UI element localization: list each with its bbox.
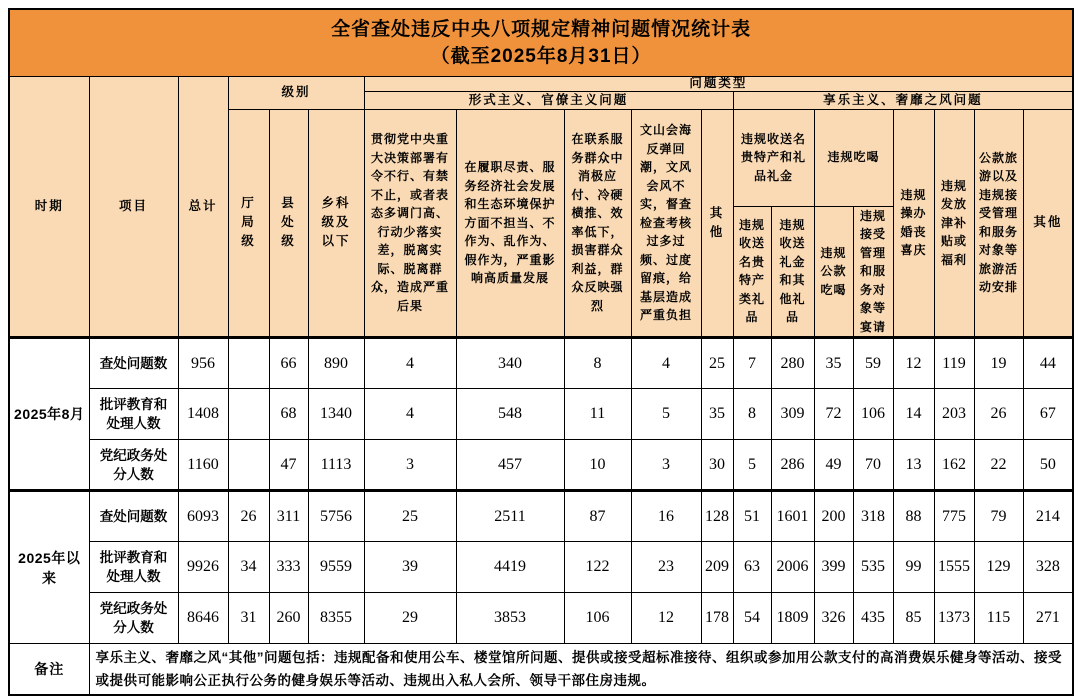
value-cell: 3 [364,440,456,491]
group-header-dining: 违规吃喝 [814,109,893,206]
value-cell: 66 [269,338,308,389]
value-cell: 39 [364,542,456,593]
value-cell: 128 [701,491,733,542]
table-body [9,338,1073,644]
col-header-public-travel: 公款旅游以及违规接受管理和服务对象等旅游活动安排 [974,109,1023,338]
value-cell: 775 [934,491,974,542]
value-cell: 5 [733,440,771,491]
col-header-hedonism-other: 其他 [1023,109,1073,338]
value-cell: 10 [564,440,631,491]
data-row [9,542,1073,593]
value-cell: 87 [564,491,631,542]
value-cell: 1113 [308,440,364,491]
value-cell: 9559 [308,542,364,593]
value-cell: 1160 [178,440,228,491]
period-cell: 2025年以来 [9,491,89,644]
value-cell: 1809 [771,593,814,644]
value-cell: 12 [631,593,701,644]
value-cell: 3853 [456,593,564,644]
col-header-allowances: 违规发放津补贴或福利 [934,109,974,338]
value-cell: 5756 [308,491,364,542]
value-cell: 214 [1023,491,1073,542]
value-cell: 49 [814,440,853,491]
value-cell [228,440,269,491]
value-cell: 99 [893,542,934,593]
value-cell: 88 [893,491,934,542]
col-header-formalism-4: 文山会海反弹回潮，文风会风不实，督查检查考核过多过频、过度留痕，给基层造成严重负担 [631,109,701,338]
row-label: 查处问题数 [89,491,178,542]
value-cell: 9926 [178,542,228,593]
period-cell: 2025年8月 [9,338,89,491]
value-cell: 22 [974,440,1023,491]
value-cell: 44 [1023,338,1073,389]
value-cell: 34 [228,542,269,593]
value-cell: 106 [853,389,893,440]
value-cell: 2006 [771,542,814,593]
title-line-1: 全省查处违反中央八项规定精神问题情况统计表 [331,18,752,40]
value-cell: 35 [701,389,733,440]
value-cell: 51 [733,491,771,542]
note-row [9,644,1073,696]
col-header-gifts-specialty: 违规收送名贵特产类礼品 [733,206,771,338]
value-cell: 119 [934,338,974,389]
group-header-gifts: 违规收送名贵特产和礼品礼金 [733,109,814,206]
value-cell: 4 [364,338,456,389]
value-cell: 129 [974,542,1023,593]
title-line-2: （截至2025年8月31日） [430,45,652,67]
value-cell: 178 [701,593,733,644]
value-cell: 19 [974,338,1023,389]
value-cell: 280 [771,338,814,389]
value-cell: 25 [364,491,456,542]
value-cell: 340 [456,338,564,389]
col-header-dining-public-funds: 违规公款吃喝 [814,206,853,338]
value-cell [228,338,269,389]
value-cell: 14 [893,389,934,440]
value-cell: 26 [974,389,1023,440]
group-header-problem-type: 问题类型 [364,76,1073,91]
value-cell: 1373 [934,593,974,644]
value-cell: 8 [564,338,631,389]
value-cell: 29 [364,593,456,644]
col-header-level-county: 县处级 [269,109,308,338]
value-cell: 1555 [934,542,974,593]
col-header-level-township: 乡科级及以下 [308,109,364,338]
table-title [9,9,1073,76]
value-cell: 6093 [178,491,228,542]
value-cell: 399 [814,542,853,593]
value-cell: 328 [1023,542,1073,593]
value-cell: 13 [893,440,934,491]
col-header-gifts-cash: 违规收送礼金和其他礼品 [771,206,814,338]
col-header-formalism-2: 在履职尽责、服务经济社会发展和生态环境保护方面不担当、不作为、乱作为、假作为，严重影响高质量发展 [456,109,564,338]
value-cell: 25 [701,338,733,389]
row-label: 批评教育和处理人数 [89,389,178,440]
value-cell: 8646 [178,593,228,644]
value-cell: 115 [974,593,1023,644]
data-row [9,338,1073,389]
statistics-table [8,8,1074,696]
value-cell: 31 [228,593,269,644]
title-row [9,9,1073,76]
value-cell: 326 [814,593,853,644]
group-header-level: 级别 [228,76,364,109]
row-label: 批评教育和处理人数 [89,542,178,593]
value-cell: 457 [456,440,564,491]
value-cell: 70 [853,440,893,491]
value-cell: 890 [308,338,364,389]
value-cell: 162 [934,440,974,491]
value-cell: 535 [853,542,893,593]
value-cell: 3 [631,440,701,491]
value-cell: 85 [893,593,934,644]
value-cell: 209 [701,542,733,593]
col-header-formalism-3: 在联系服务群众中消极应付、冷硬横推、效率低下，损害群众利益，群众反映强烈 [564,109,631,338]
col-header-formalism-1: 贯彻党中央重大决策部署有令不行、有禁不止，或者表态多调门高、行动少落实差，脱离实际、脱离群众，造成严重后果 [364,109,456,338]
value-cell: 1408 [178,389,228,440]
value-cell: 1601 [771,491,814,542]
note-label: 备注 [9,644,89,696]
value-cell: 26 [228,491,269,542]
value-cell: 4419 [456,542,564,593]
value-cell: 72 [814,389,853,440]
value-cell: 8355 [308,593,364,644]
value-cell: 435 [853,593,893,644]
value-cell: 35 [814,338,853,389]
group-header-hedonism: 享乐主义、奢靡之风问题 [733,91,1073,109]
value-cell: 50 [1023,440,1073,491]
header-row-groups-top [9,76,1073,91]
data-row [9,440,1073,491]
value-cell: 318 [853,491,893,542]
col-header-item: 项目 [89,76,178,338]
value-cell: 16 [631,491,701,542]
data-row [9,593,1073,644]
value-cell: 260 [269,593,308,644]
row-label: 党纪政务处分人数 [89,593,178,644]
group-header-formalism: 形式主义、官僚主义问题 [364,91,733,109]
data-row [9,389,1073,440]
value-cell: 309 [771,389,814,440]
value-cell: 8 [733,389,771,440]
value-cell: 4 [364,389,456,440]
col-header-formalism-other: 其他 [701,109,733,338]
value-cell: 79 [974,491,1023,542]
col-header-period: 时期 [9,76,89,338]
value-cell: 68 [269,389,308,440]
value-cell: 548 [456,389,564,440]
note-text: 享乐主义、奢靡之风“其他”问题包括：违规配备和使用公车、楼堂馆所问题、提供或接受超标准接待、组织或参加用公款支付的高消费娱乐健身等活动、接受或提供可能影响公正执行公务的健身娱乐等活动、违规出入私人会所、领导干部住房违规。 [89,644,1073,696]
value-cell [228,389,269,440]
value-cell: 1340 [308,389,364,440]
value-cell: 5 [631,389,701,440]
row-label: 党纪政务处分人数 [89,440,178,491]
value-cell: 200 [814,491,853,542]
value-cell: 54 [733,593,771,644]
value-cell: 59 [853,338,893,389]
value-cell: 11 [564,389,631,440]
value-cell: 956 [178,338,228,389]
value-cell: 2511 [456,491,564,542]
data-row [9,491,1073,542]
col-header-total: 总计 [178,76,228,338]
value-cell: 203 [934,389,974,440]
value-cell: 311 [269,491,308,542]
value-cell: 122 [564,542,631,593]
value-cell: 333 [269,542,308,593]
col-header-weddings-funerals: 违规操办婚丧喜庆 [893,109,934,338]
col-header-dining-banquets: 违规接受管理和服务对象等宴请 [853,206,893,338]
value-cell: 12 [893,338,934,389]
value-cell: 286 [771,440,814,491]
value-cell: 7 [733,338,771,389]
value-cell: 67 [1023,389,1073,440]
value-cell: 30 [701,440,733,491]
value-cell: 47 [269,440,308,491]
value-cell: 106 [564,593,631,644]
value-cell: 63 [733,542,771,593]
value-cell: 4 [631,338,701,389]
col-header-level-dept: 厅局级 [228,109,269,338]
value-cell: 271 [1023,593,1073,644]
value-cell: 23 [631,542,701,593]
row-label: 查处问题数 [89,338,178,389]
